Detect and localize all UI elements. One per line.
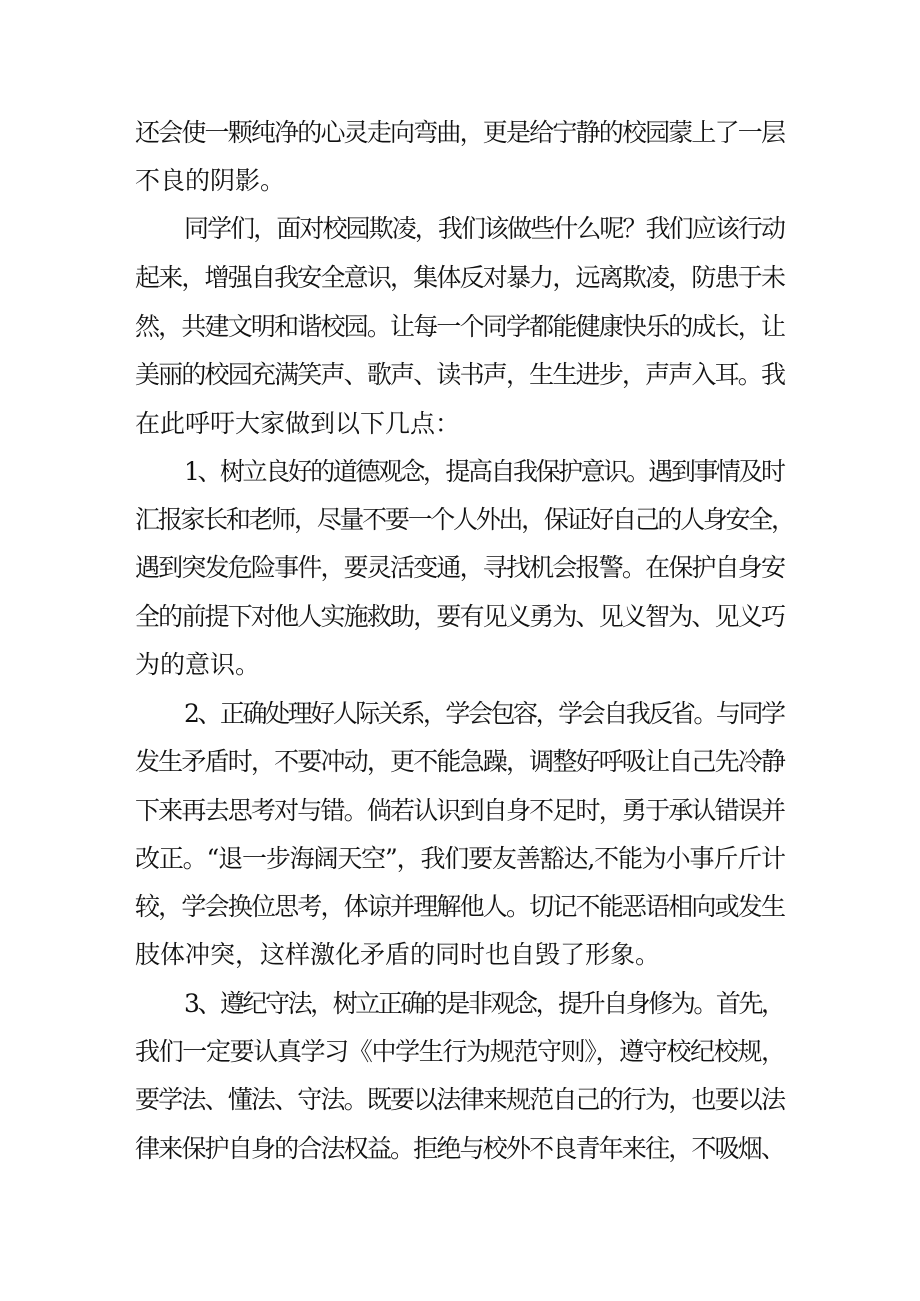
paragraph-5-line-4: 律来保护自身的合法权益。拒绝与校外不良青年来往，不吸烟、 bbox=[135, 1134, 785, 1163]
paragraph-4-line-5: 较，学会换位思考，体谅并理解他人。切记不能恶语相向或发生 bbox=[135, 892, 785, 921]
paragraph-5-line-2: 我们一定要认真学习《中学生行为规范守则》，遵守校纪校规， bbox=[135, 1037, 785, 1066]
paragraph-2-line-5: 在此呼吁大家做到以下几点： bbox=[135, 409, 461, 438]
paragraph-4-line-1: 2、正确处理好人际关系，学会包容，学会自我反省。与同学 bbox=[184, 699, 784, 728]
paragraph-5-line-3: 要学法、懂法、守法。既要以法律来规范自己的行为，也要以法 bbox=[135, 1085, 785, 1114]
paragraph-3-line-4: 全的前提下对他人实施救助，要有见义勇为、见义智为、见义巧 bbox=[135, 602, 785, 631]
paragraph-2-line-3: 然，共建文明和谐校园。让每一个同学都能健康快乐的成长，让 bbox=[135, 312, 785, 341]
paragraph-4-line-2: 发生矛盾时，不要冲动，更不能急躁，调整好呼吸让自己先冷静 bbox=[135, 747, 785, 776]
paragraph-3-line-3: 遇到突发危险事件，要灵活变通，寻找机会报警。在保护自身安 bbox=[135, 553, 785, 582]
paragraph-2-line-4: 美丽的校园充满笑声、歌声、读书声，生生进步，声声入耳。我 bbox=[135, 360, 785, 389]
paragraph-1-line-2: 不良的阴影。 bbox=[135, 166, 286, 195]
paragraph-1-line-1: 还会使一颗纯净的心灵走向弯曲，更是给宁静的校园蒙上了一层 bbox=[135, 118, 785, 147]
paragraph-3-line-5: 为的意识。 bbox=[135, 650, 261, 679]
paragraph-5-line-1: 3、遵纪守法，树立正确的是非观念，提升自身修为。首先， bbox=[184, 989, 784, 1018]
paragraph-3-line-2: 汇报家长和老师，尽量不要一个人外出，保证好自己的人身安全， bbox=[135, 505, 794, 534]
paragraph-4-line-6: 肢体冲突，这样激化矛盾的同时也自毁了形象。 bbox=[135, 940, 661, 969]
paragraph-4-line-3: 下来再去思考对与错。倘若认识到自身不足时，勇于承认错误并 bbox=[135, 796, 785, 825]
paragraph-3-line-1: 1、树立良好的道德观念，提高自我保护意识。遇到事情及时 bbox=[184, 457, 784, 486]
paragraph-4-line-4: 改正。“退一步海阔天空”，我们要友善豁达,不能为小事斤斤计 bbox=[135, 844, 785, 873]
paragraph-2-line-2: 起来，增强自我安全意识，集体反对暴力，远离欺凌，防患于未 bbox=[135, 263, 785, 292]
paragraph-2-line-1: 同学们，面对校园欺凌，我们该做些什么呢？我们应该行动 bbox=[184, 214, 785, 243]
